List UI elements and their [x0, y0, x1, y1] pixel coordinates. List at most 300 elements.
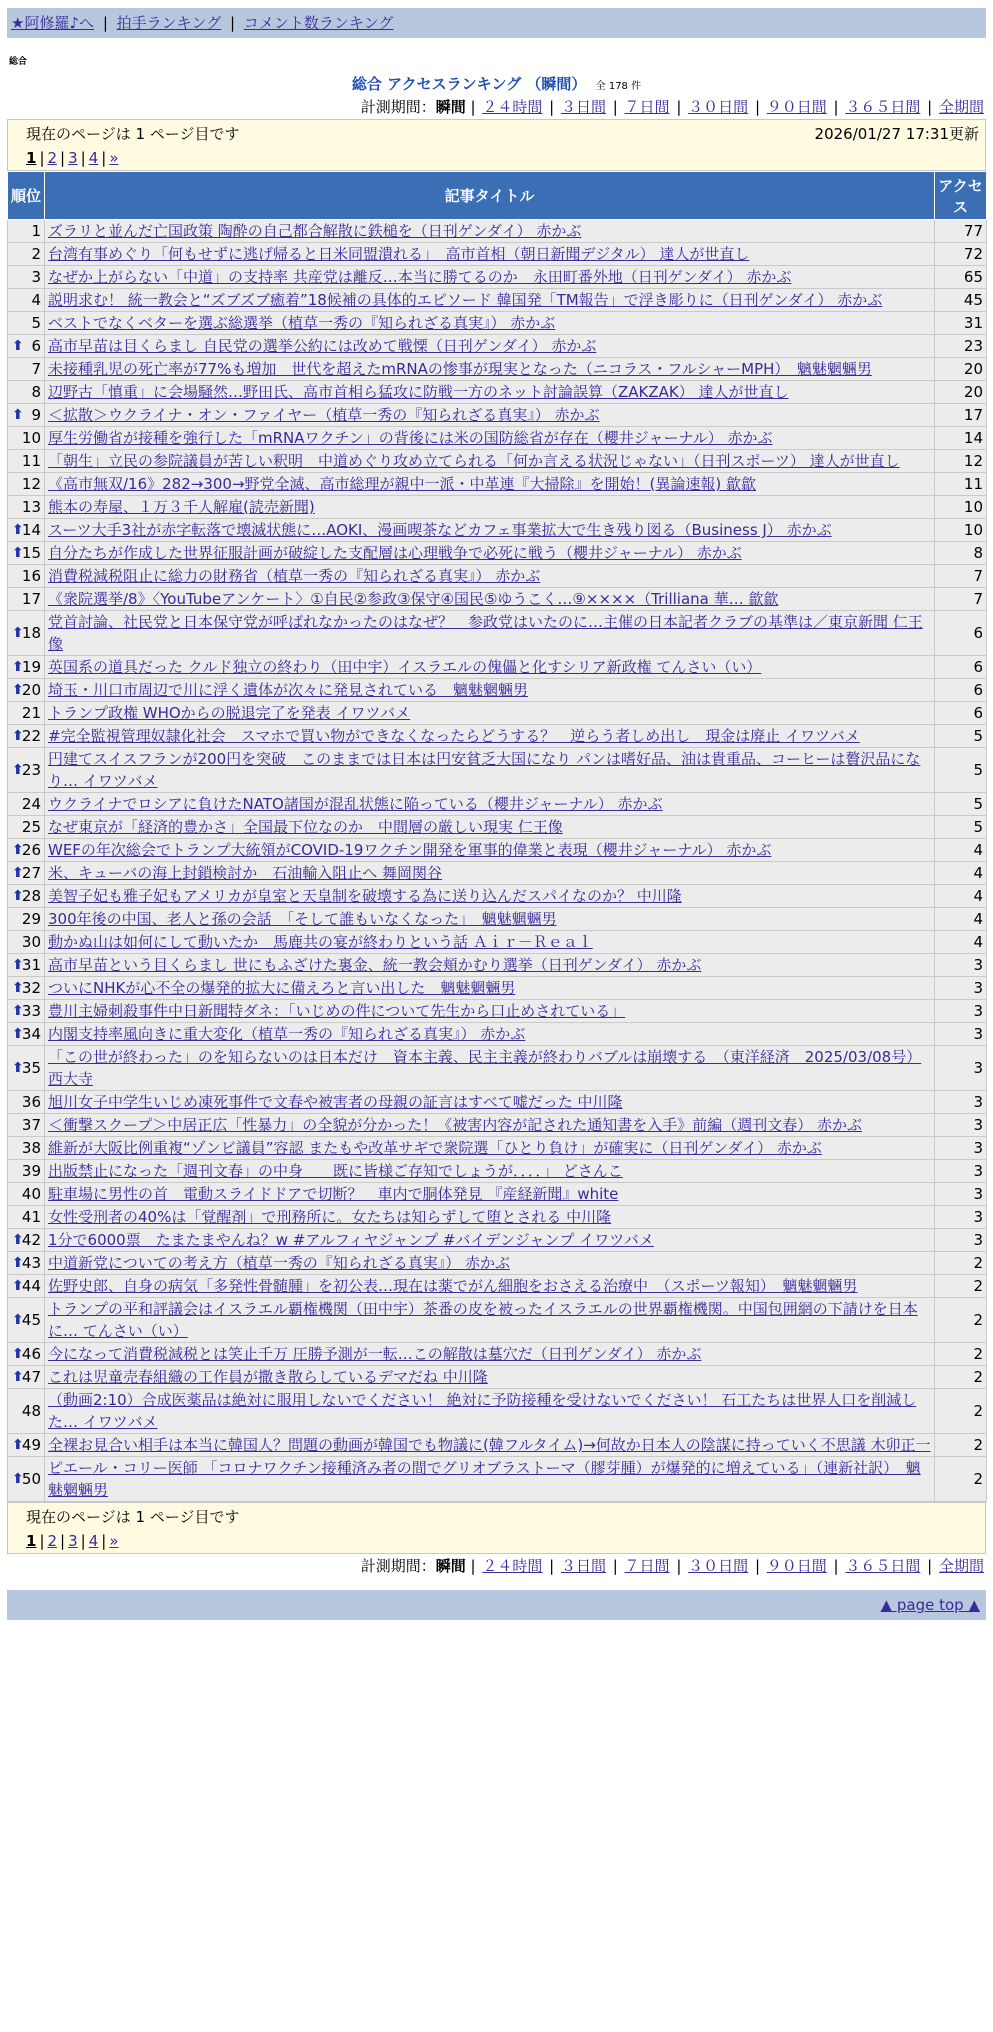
article-link[interactable]: #完全監視管理奴隷化社会 スマホで買い物ができなくなったらどうする？ 逆らう者しめ出し 現金は廃止 イワツバメ: [48, 727, 860, 745]
title-cell: [45, 220, 935, 243]
article-link[interactable]: 出版禁止になった「週刊文春」の中身 既に皆様ご存知でしょうが．．．．」 どさんこ: [48, 1162, 623, 1180]
table-row: [8, 588, 987, 611]
ranking-title-line: [7, 73, 986, 95]
up-arrow-icon: ⬆: [12, 1312, 24, 1328]
article-link[interactable]: ＜拡散＞ウクライナ・オン・ファイヤー（植草一秀の『知られざる真実』） 赤かぶ: [48, 406, 600, 424]
article-link[interactable]: 《高市無双/16》282→300→野党全滅、高市総理が親中一派・中革連『大掃除』を開始！(異論速報) 歙歙: [48, 475, 757, 493]
title-cell: [45, 473, 935, 496]
title-cell: [45, 1434, 935, 1457]
article-link[interactable]: 豊川主婦刺殺事件中日新聞特ダネ：「いじめの件について先生から口止めされている」: [48, 1002, 626, 1020]
rank-cell: [8, 862, 45, 885]
up-arrow-icon: ⬆: [12, 659, 24, 675]
table-row: [8, 427, 987, 450]
table-row: [8, 1343, 987, 1366]
title-cell: [45, 1343, 935, 1366]
access-count: 3: [935, 1160, 987, 1183]
article-link[interactable]: 全裸お見合い相手は本当に韓国人？問題の動画が韓国でも物議に(韓フルタイム)→何故か日本人の陰謀に持っていく不思議 木卯正一: [48, 1436, 931, 1454]
period-separator: |: [750, 98, 765, 116]
title-cell: [45, 588, 935, 611]
table-row: [8, 816, 987, 839]
title-cell: [45, 954, 935, 977]
title-cell: [45, 931, 935, 954]
rank-cell: [8, 885, 45, 908]
access-count: 2: [935, 1252, 987, 1275]
clap-ranking-link[interactable]: 拍手ランキング: [116, 14, 222, 32]
period-separator: |: [922, 98, 937, 116]
access-count: 8: [935, 542, 987, 565]
rank-cell: [8, 702, 45, 725]
article-link[interactable]: 英国系の道具だった クルド独立の終わり（田中宇）イスラエルの傀儡と化すシリア新政権 てんさい（い）: [48, 658, 762, 676]
title-cell: [45, 312, 935, 335]
article-link[interactable]: 美智子妃も雅子妃もアメリカが皇室と天皇制を破壊する為に送り込んだスパイなのか？ 中川隆: [48, 887, 682, 905]
title-cell: [45, 679, 935, 702]
title-cell: [45, 1114, 935, 1137]
article-link[interactable]: 1分で6000票 たまたまやんね？w #アルフィヤジャンプ #バイデンジャンプ イワツバメ: [48, 1231, 654, 1249]
rank-number: 47: [21, 1368, 41, 1386]
page-link[interactable]: 4: [88, 149, 99, 167]
access-count: 4: [935, 839, 987, 862]
article-link[interactable]: 《衆院選挙/8》〈YouTubeアンケート〉①自民②参政③保守④国民⑤ゆうこく…⑨××××（Trilliana 華… 歙歙: [48, 590, 779, 608]
article-link[interactable]: ウクライナでロシアに負けたNATO諸国が混乱状態に陥っている（櫻井ジャーナル） 赤かぶ: [48, 795, 663, 813]
article-link[interactable]: 熊本の寿屋、１万３千人解雇(読売新聞): [48, 498, 315, 516]
rank-cell: [8, 1275, 45, 1298]
article-link[interactable]: 高市早苗は目くらまし 自民党の選挙公約には改めて戦慄（日刊ゲンダイ） 赤かぶ: [48, 337, 597, 355]
article-link[interactable]: 米、キューバの海上封鎖検討か 石油輸入阻止へ 舞岡関谷: [48, 864, 443, 882]
access-count: 4: [935, 862, 987, 885]
access-count: 2: [935, 1275, 987, 1298]
period-link[interactable]: ７日間: [624, 98, 670, 116]
up-arrow-icon: ⬆: [12, 980, 24, 996]
article-link[interactable]: 300年後の中国、老人と孫の会話 「そして誰もいなくなった」 魑魅魍魎男: [48, 910, 557, 928]
page-separator: |: [80, 1532, 86, 1550]
rank-number: 17: [21, 590, 41, 608]
title-cell: [45, 725, 935, 748]
title-cell: [45, 1137, 935, 1160]
access-count: 3: [935, 1114, 987, 1137]
rank-cell: [8, 1137, 45, 1160]
access-count: 5: [935, 793, 987, 816]
title-cell: [45, 1366, 935, 1389]
rank-number: 39: [21, 1162, 41, 1180]
access-column-header: アクセス: [935, 172, 987, 220]
title-cell: [45, 793, 935, 816]
up-arrow-icon: ⬆: [12, 1255, 24, 1271]
up-arrow-icon: ⬆: [12, 865, 24, 881]
rank-cell: [8, 220, 45, 243]
table-row: [8, 1114, 987, 1137]
title-cell: [45, 748, 935, 793]
article-link[interactable]: 辺野古「慎重」に会場騒然…野田氏、高市首相ら猛攻に防戦一方のネット討論誤算（ZAKZAK） 達人が世直し: [48, 383, 789, 401]
rank-number: 5: [31, 314, 41, 332]
period-separator: |: [828, 1557, 844, 1575]
rank-number: 8: [31, 383, 41, 401]
access-count: 3: [935, 1023, 987, 1046]
rank-number: 27: [21, 864, 41, 882]
article-link[interactable]: 動かぬ山は如何にして動いたか 馬鹿共の宴が終わりという話 Ａｉｒ－Ｒｅａｌ: [48, 933, 593, 951]
table-row: [8, 1298, 987, 1343]
rank-number: 37: [21, 1116, 41, 1134]
current-page-number: 1: [26, 149, 37, 167]
article-link[interactable]: 円建てスイスフランが200円を突破 このままでは日本は円安貧乏大国になり パンは嗜好品、油は貴重品、コーヒーは贅沢品になり… イワツバメ: [48, 750, 921, 790]
up-arrow-icon: ⬆: [12, 1232, 24, 1248]
rank-number: 34: [21, 1025, 41, 1043]
access-count: 4: [935, 908, 987, 931]
title-cell: [45, 427, 935, 450]
rank-number: 22: [21, 727, 41, 745]
access-count: 20: [935, 381, 987, 404]
current-page-text: 現在のページは 1 ページ目です: [26, 1508, 240, 1526]
rank-number: 50: [21, 1470, 41, 1488]
rank-number: 30: [21, 933, 41, 951]
article-link[interactable]: 厚生労働省が接種を強行した「mRNAワクチン」の背後には米の国防総省が存在（櫻井ジャーナル） 赤かぶ: [48, 429, 773, 447]
article-link[interactable]: WEFの年次総会でトランプ大統領がCOVID-19ワクチン開発を軍事的偉業と表現（櫻井ジャーナル） 赤かぶ: [48, 841, 772, 859]
rank-number: 18: [21, 624, 41, 642]
rank-cell: [8, 1389, 45, 1434]
rank-number: 10: [21, 429, 41, 447]
title-cell: [45, 1160, 935, 1183]
access-count: 5: [935, 816, 987, 839]
table-row: [8, 243, 987, 266]
rank-cell: [8, 473, 45, 496]
rank-cell: [8, 1457, 45, 1502]
rank-cell: [8, 816, 45, 839]
page-separator: |: [60, 149, 66, 167]
article-link[interactable]: 台湾有事めぐり「何もせずに逃げ帰ると日米同盟潰れる」 高市首相（朝日新聞デジタル） 達人が世直し: [48, 245, 750, 263]
rank-number: 33: [21, 1002, 41, 1020]
article-link[interactable]: ＜衝撃スクープ＞中居正広「性暴力」の全貌が分かった！《被害内容が記された通知書を入手》前編（週刊文春） 赤かぶ: [48, 1116, 863, 1134]
rank-cell: [8, 1206, 45, 1229]
rank-number: 44: [21, 1277, 41, 1295]
article-link[interactable]: 高市早苗という目くらまし 世にもふざけた裏金、統一教会頬かむり選挙（日刊ゲンダイ） 赤かぶ: [48, 956, 702, 974]
up-arrow-icon: ⬆: [12, 762, 24, 778]
rank-cell: [8, 839, 45, 862]
up-arrow-icon: ⬆: [12, 682, 24, 698]
article-link[interactable]: 駐車場に男性の首 電動スライドドアで切断？ 車内で胴体発見 『産経新聞』white: [48, 1185, 619, 1203]
article-link[interactable]: トランプの平和評議会はイスラエル覇権機関（田中宇）茶番の皮を被ったイスラエルの世界覇権機関。中国包囲網の下請けを日本に… てんさい（い）: [48, 1300, 918, 1340]
title-cell: [45, 908, 935, 931]
page-links: [26, 1529, 979, 1553]
table-row: [8, 1434, 987, 1457]
period-separator: |: [671, 98, 687, 116]
table-row: [8, 1183, 987, 1206]
period-link[interactable]: ３０日間: [688, 98, 749, 116]
access-count: 72: [935, 243, 987, 266]
rank-cell: [8, 908, 45, 931]
article-link[interactable]: 女性受刑者の40%は「覚醒剤」で刑務所に。女たちは知らずして堕とされる 中川隆: [48, 1208, 612, 1226]
access-count: 11: [935, 473, 987, 496]
page-title: 総合 アクセスランキング （瞬間）: [351, 75, 587, 93]
rank-cell: [8, 1091, 45, 1114]
title-cell: [45, 1023, 935, 1046]
table-row: [8, 1023, 987, 1046]
access-count: 2: [935, 1343, 987, 1366]
rank-number: 32: [21, 979, 41, 997]
table-row: [8, 1366, 987, 1389]
page-link[interactable]: 2: [47, 149, 58, 167]
article-link[interactable]: 説明求む！ 統一教会と“ズブズブ癒着”18候補の具体的エピソード 韓国発「TM報告」で浮き彫りに（日刊ゲンダイ） 赤かぶ: [48, 291, 883, 309]
access-count: 7: [935, 588, 987, 611]
article-link[interactable]: これは児童売春組織の工作員が撒き散らしているデマだね 中川隆: [48, 1368, 488, 1386]
title-cell: [45, 519, 935, 542]
up-arrow-icon: ⬆: [12, 842, 24, 858]
table-row: [8, 473, 987, 496]
title-cell: [45, 1229, 935, 1252]
rank-number: 15: [21, 544, 41, 562]
rank-cell: [8, 312, 45, 335]
period-current: 瞬間: [435, 98, 466, 116]
nav-separator: |: [102, 14, 108, 32]
period-link[interactable]: ３日間: [560, 98, 606, 116]
page-top-link[interactable]: ▲ page top ▲: [880, 1596, 980, 1614]
table-row: [8, 1457, 987, 1502]
access-count: 2: [935, 1457, 987, 1502]
rank-number: 14: [21, 521, 41, 539]
access-count: 6: [935, 679, 987, 702]
article-link[interactable]: 佐野史郎、自身の病気「多発性骨髄腫」を初公表…現在は薬でがん細胞をおさえる治療中 （スポーツ報知） 魑魅魍魎男: [48, 1277, 858, 1295]
rank-number: 29: [21, 910, 41, 928]
title-cell: [45, 656, 935, 679]
comment-ranking-link[interactable]: コメント数ランキング: [243, 14, 394, 32]
article-link[interactable]: 党首討論、社民党と日本保守党が呼ばれなかったのはなぜ？ 参政党はいたのに…主催の日本記者クラブの基準は／東京新聞 仁王像: [48, 613, 923, 653]
rank-cell: [8, 1252, 45, 1275]
title-cell: [45, 1046, 935, 1091]
article-link[interactable]: 自分たちが作成した世界征服計画が破綻した支配層は心理戦争で必死に戦う（櫻井ジャーナル） 赤かぶ: [48, 544, 742, 562]
table-row: [8, 679, 987, 702]
page-separator: |: [101, 1532, 107, 1550]
page-separator: |: [80, 149, 86, 167]
home-link[interactable]: ★阿修羅♪へ: [11, 14, 95, 32]
up-arrow-icon: ⬆: [12, 1060, 24, 1076]
total-count: 全 178 件: [595, 81, 642, 92]
article-link[interactable]: 今になって消費税減税とは笑止千万 圧勝予測が一転…この解散は墓穴だ（日刊ゲンダイ） 赤かぶ: [48, 1345, 702, 1363]
rank-cell: [8, 1343, 45, 1366]
period-link[interactable]: ９０日間: [766, 1557, 827, 1575]
table-row: [8, 725, 987, 748]
table-row: [8, 702, 987, 725]
table-row: [8, 1275, 987, 1298]
rank-number: 6: [31, 337, 41, 355]
up-arrow-icon: ⬆: [12, 338, 24, 354]
period-link[interactable]: ３日間: [560, 1557, 606, 1575]
article-link[interactable]: 維新が大阪比例重複“ゾンビ議員”容認 またもや改革サギで衆院選「ひとり負け」が確実に（日刊ゲンダイ） 赤かぶ: [48, 1139, 822, 1157]
period-separator: |: [671, 1557, 687, 1575]
title-cell: [45, 839, 935, 862]
section-label: 総合: [9, 57, 28, 67]
title-cell: [45, 243, 935, 266]
article-link[interactable]: なぜか上がらない「中道」の支持率 共産党は離反…本当に勝てるのか 永田町番外地（日刊ゲンダイ） 赤かぶ: [48, 268, 792, 286]
period-link[interactable]: 全期間: [938, 98, 984, 116]
up-arrow-icon: ⬆: [12, 625, 24, 641]
article-link[interactable]: トランプ政権 WHOからの脱退完了を発表 イワツバメ: [48, 704, 411, 722]
page-link[interactable]: 4: [88, 1532, 99, 1550]
rank-number: 49: [21, 1436, 41, 1454]
rank-cell: [8, 335, 45, 358]
rank-cell: [8, 656, 45, 679]
rank-cell: [8, 748, 45, 793]
rank-cell: [8, 289, 45, 312]
updated-timestamp: 2026/01/27 17:31更新: [814, 125, 979, 143]
table-row: [8, 1160, 987, 1183]
title-cell: [45, 702, 935, 725]
rank-cell: [8, 542, 45, 565]
rank-cell: [8, 381, 45, 404]
access-count: 10: [935, 496, 987, 519]
top-nav-bar: [7, 8, 986, 38]
table-row: [8, 335, 987, 358]
period-current: 瞬間: [435, 1557, 466, 1575]
title-cell: [45, 1206, 935, 1229]
page-separator: |: [101, 149, 107, 167]
title-cell: [45, 289, 935, 312]
period-link[interactable]: ９０日間: [766, 98, 827, 116]
article-link[interactable]: 中道新党についての考え方（植草一秀の『知られざる真実』） 赤かぶ: [48, 1254, 510, 1272]
period-link[interactable]: ２４時間: [482, 98, 543, 116]
title-cell: [45, 1183, 935, 1206]
rank-cell: [8, 725, 45, 748]
table-row: [8, 839, 987, 862]
rank-number: 42: [21, 1231, 41, 1249]
article-link[interactable]: なぜ東京が「経済的豊かさ」全国最下位なのか 中間層の厳しい現実 仁王像: [48, 818, 563, 836]
page-separator: |: [39, 149, 45, 167]
title-cell: [45, 1389, 935, 1434]
table-row: [8, 289, 987, 312]
title-cell: [45, 565, 935, 588]
up-arrow-icon: ⬆: [12, 545, 24, 561]
rank-number: 9: [31, 406, 41, 424]
table-row: [8, 1091, 987, 1114]
title-cell: [45, 885, 935, 908]
page-link[interactable]: 3: [68, 1532, 78, 1550]
up-arrow-icon: ⬆: [12, 1369, 24, 1385]
access-count: 2: [935, 1434, 987, 1457]
rank-number: 35: [21, 1059, 41, 1077]
table-row: [8, 1389, 987, 1434]
rank-number: 38: [21, 1139, 41, 1157]
rank-number: 24: [21, 795, 41, 813]
access-count: 17: [935, 404, 987, 427]
article-link[interactable]: 「朝生」立民の参院議員が苦しい釈明 中道めぐり攻め立てられる「何か言える状況じゃない」（日刊スポーツ） 達人が世直し: [48, 452, 900, 470]
access-count: 2: [935, 1389, 987, 1434]
table-row: [8, 885, 987, 908]
title-cell: [45, 450, 935, 473]
rank-number: 7: [31, 360, 41, 378]
period-link[interactable]: ３６５日間: [845, 98, 921, 116]
period-link[interactable]: ７日間: [624, 1557, 670, 1575]
up-arrow-icon: ⬆: [12, 1346, 24, 1362]
table-row: [8, 977, 987, 1000]
rank-number: 25: [21, 818, 41, 836]
access-count: 3: [935, 954, 987, 977]
page-link[interactable]: 3: [68, 149, 78, 167]
table-row: [8, 1206, 987, 1229]
rank-cell: [8, 1046, 45, 1091]
up-arrow-icon: ⬆: [12, 1026, 24, 1042]
article-link[interactable]: （動画2:10）合成医薬品は絶対に服用しないでください！ 絶対に予防接種を受けないでください！ 石工たちは世界人口を削減した… イワツバメ: [48, 1391, 917, 1431]
table-row: [8, 381, 987, 404]
table-row: [8, 862, 987, 885]
bottom-bar: [7, 1590, 986, 1620]
rank-cell: [8, 358, 45, 381]
article-link[interactable]: 埼玉・川口市周辺で川に浮く遺体が次々に発見されている 魑魅魍魎男: [48, 681, 529, 699]
article-link[interactable]: 「この世が終わった」のを知らないのは日本だけ 資本主義、民主主義が終わりバブルは崩壊する （東洋経済 2025/03/08号） 西大寺: [48, 1048, 922, 1088]
rank-cell: [8, 977, 45, 1000]
table-row: [8, 656, 987, 679]
title-cell: [45, 1298, 935, 1343]
article-link[interactable]: 旭川女子中学生いじめ凍死事件で文春や被害者の母親の証言はすべて嘘だった 中川隆: [48, 1093, 623, 1111]
next-page-link[interactable]: »: [109, 1532, 119, 1550]
table-row: [8, 404, 987, 427]
rank-cell: [8, 793, 45, 816]
rank-cell: [8, 611, 45, 656]
table-row: [8, 496, 987, 519]
access-count: 20: [935, 358, 987, 381]
rank-cell: [8, 1183, 45, 1206]
period-separator: |: [465, 98, 481, 116]
title-cell: [45, 266, 935, 289]
access-count: 5: [935, 748, 987, 793]
article-link[interactable]: スーツ大手3社が赤字転落で壊滅状態に…AOKI、漫画喫茶などカフェ事業拡大で生き残り図る（Business J） 赤かぶ: [48, 521, 832, 539]
access-count: 2: [935, 1366, 987, 1389]
article-link[interactable]: 消費税減税阻止に総力の財務省（植草一秀の『知られざる真実』） 赤かぶ: [48, 567, 541, 585]
up-arrow-icon: ⬆: [12, 1278, 24, 1294]
rank-cell: [8, 1366, 45, 1389]
article-link[interactable]: ピエール・コリー医師 「コロナワクチン接種済み者の間でグリオブラストーマ（膠芽腫）が爆発的に増えている」（連新社訳） 魑魅魍魎男: [48, 1459, 921, 1499]
rank-cell: [8, 954, 45, 977]
rank-cell: [8, 1434, 45, 1457]
article-link[interactable]: ついにNHKが心不全の爆発的拡大に備えろと言い出した 魑魅魍魎男: [48, 979, 516, 997]
access-count: 7: [935, 565, 987, 588]
rank-cell: [8, 588, 45, 611]
rank-cell: [8, 1023, 45, 1046]
period-link[interactable]: ３６５日間: [845, 1557, 921, 1575]
page-link[interactable]: 2: [47, 1532, 58, 1550]
rank-number: 41: [21, 1208, 41, 1226]
title-cell: [45, 977, 935, 1000]
access-count: 5: [935, 725, 987, 748]
article-link[interactable]: ズラリと並んだ亡国政策 陶酔の自己都合解散に鉄槌を（日刊ゲンダイ） 赤かぶ: [48, 222, 582, 240]
rank-cell: [8, 266, 45, 289]
table-row: [8, 908, 987, 931]
next-page-link[interactable]: »: [109, 149, 119, 167]
rank-number: 40: [21, 1185, 41, 1203]
title-column-header: 記事タイトル: [45, 172, 935, 220]
period-link[interactable]: ３０日間: [688, 1557, 749, 1575]
table-row: [8, 1229, 987, 1252]
table-row: [8, 931, 987, 954]
pagination-box-bottom: [7, 1502, 986, 1554]
title-cell: [45, 1252, 935, 1275]
period-link[interactable]: 全期間: [938, 1557, 984, 1575]
rank-number: 13: [21, 498, 41, 516]
article-link[interactable]: 未接種乳児の死亡率が77%も増加 世代を超えたmRNAの惨事が現実となった（ニコラス・フルシャーMPH） 魑魅魍魎男: [48, 360, 872, 378]
table-row: [8, 358, 987, 381]
article-link[interactable]: ベストでなくベターを選ぶ総選挙（植草一秀の『知られざる真実』） 赤かぶ: [48, 314, 556, 332]
rank-cell: [8, 679, 45, 702]
rank-number: 4: [31, 291, 41, 309]
period-label: 計測期間：: [360, 1557, 436, 1575]
article-link[interactable]: 内閣支持率風向きに重大変化（植草一秀の『知られざる真実』） 赤かぶ: [48, 1025, 526, 1043]
period-separator: |: [607, 98, 623, 116]
up-arrow-icon: ⬆: [12, 957, 24, 973]
table-row: [8, 748, 987, 793]
table-row: [8, 1137, 987, 1160]
period-separator: |: [922, 1557, 937, 1575]
period-link[interactable]: ２４時間: [482, 1557, 543, 1575]
period-separator: |: [544, 1557, 559, 1575]
current-page-text: 現在のページは 1 ページ目です: [26, 125, 240, 143]
title-cell: [45, 1457, 935, 1502]
rank-number: 19: [21, 658, 41, 676]
